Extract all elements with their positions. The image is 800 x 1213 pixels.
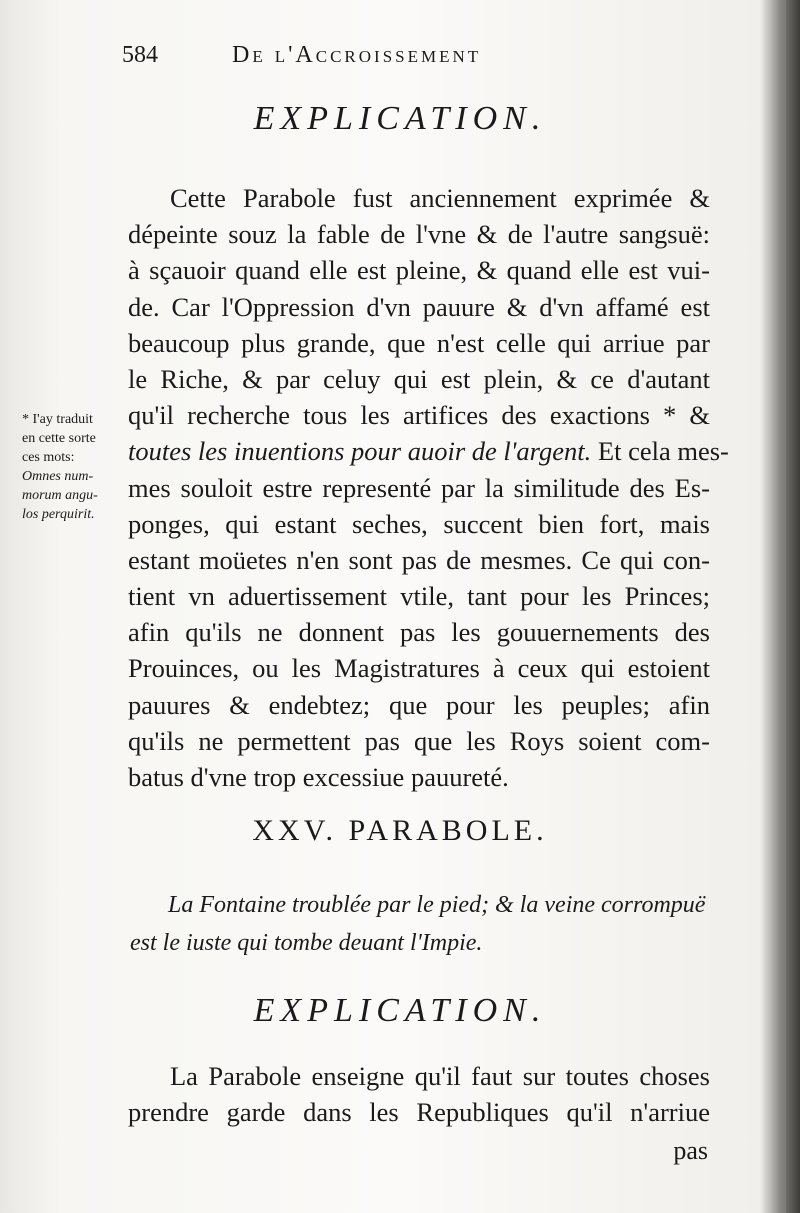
text-line: dépeinte souz la fable de l'vne & de l'autre sangsuë:: [128, 219, 710, 250]
marginal-line: Omnes num-: [22, 469, 94, 484]
text-line: pauures & endebtez; que pour les peuples; afin: [128, 689, 710, 720]
text-line: batus d'vne trop excessiue pauureté.: [128, 762, 509, 792]
section-heading-explication: EXPLICATION.: [253, 100, 547, 137]
marginal-line: morum angu-: [22, 488, 98, 503]
marginal-line: en cette sorte: [22, 431, 96, 446]
explication-paragraph: [128, 180, 729, 795]
text-line: La Parabole enseigne qu'il faut sur toutes choses: [170, 1061, 710, 1091]
running-title: De l'Accroissement: [232, 42, 482, 68]
text-line: qu'ils ne permettent pas que les Roys soient com-: [128, 725, 710, 756]
page-number: 584: [122, 42, 158, 68]
italic-phrase: toutes les inuentions pour auoir de l'argent.: [128, 436, 592, 467]
parabole-verse: [130, 886, 708, 962]
text-line: afin qu'ils ne donnent pas les gouuernements des: [128, 617, 710, 648]
marginal-note: [22, 410, 126, 524]
text-line: Prouinces, ou les Magistratures à ceux qui estoient: [128, 653, 710, 684]
marginal-line: los perquirit.: [22, 507, 95, 522]
marginal-line: ces mots:: [22, 450, 75, 465]
roman-phrase: Et cela mes-: [597, 436, 729, 467]
marginal-line: * I'ay traduit: [22, 412, 93, 427]
text-line: Cette Parabole fust anciennement exprimée &: [170, 183, 710, 213]
page-header: [122, 42, 592, 82]
text-line: ponges, qui estant seches, succent bien fort, mais: [128, 508, 710, 539]
page-gutter-shadow: [786, 0, 800, 1213]
text-line-mixed: [128, 433, 729, 469]
catchword: pas: [673, 1136, 708, 1165]
text-line: le Riche, & par celuy qui est plein, & ce d'autant: [128, 363, 710, 394]
text-line: mes souloit estre representé par la similitude des Es-: [128, 472, 710, 503]
verse-line: est le iuste qui tombe deuant l'Impie.: [130, 930, 483, 956]
section-heading-explication-2: EXPLICATION.: [253, 992, 547, 1029]
text-line: estant moüetes n'en sont pas de mesmes. Ce qui con-: [128, 544, 710, 575]
text-line: de. Car l'Oppression d'vn pauure & d'vn affamé est: [128, 291, 710, 322]
verse-line: La Fontaine troublée par le pied; & la veine corrompuë: [168, 892, 706, 918]
parabole-heading: XXV. PARABOLE.: [252, 814, 548, 847]
text-line: tient vn aduertissement vtile, tant pour les Princes;: [128, 581, 710, 612]
text-line: à sçauoir quand elle est pleine, & quand elle est vui-: [128, 255, 710, 286]
text-line: beaucoup plus grande, que n'est celle qui arriue par: [128, 327, 710, 358]
explication-paragraph-2: [128, 1058, 710, 1130]
text-line: prendre garde dans les Republiques qu'il n'arriue: [128, 1097, 710, 1128]
text-line: qu'il recherche tous les artifices des exactions * &: [128, 400, 710, 431]
